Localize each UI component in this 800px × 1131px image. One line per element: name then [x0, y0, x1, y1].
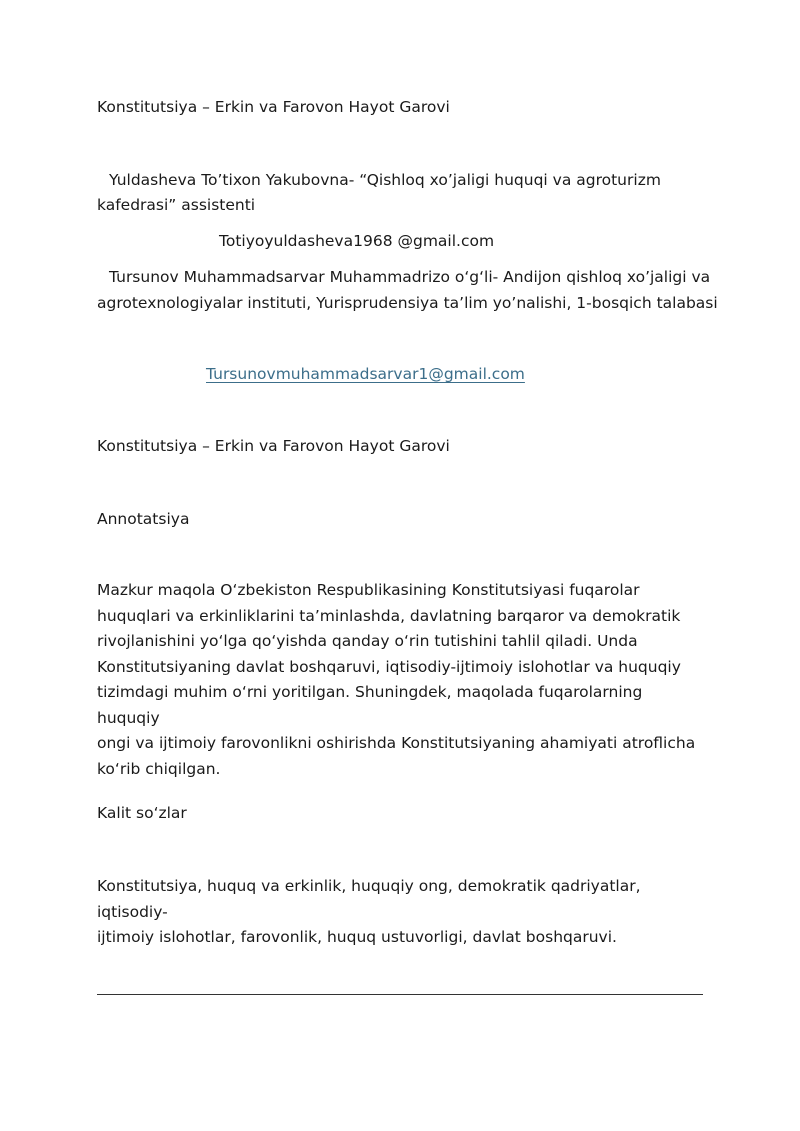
- annotation-line: Mazkur maqola O‘zbekiston Respublikasining Konstitutsiyasi fuqarolar: [97, 581, 640, 599]
- keywords-heading: Kalit so‘zlar: [97, 804, 187, 822]
- document-title-repeat: Konstitutsiya – Erkin va Farovon Hayot Garovi: [97, 437, 450, 455]
- keywords-paragraph: [97, 874, 709, 951]
- author1-affiliation-line2: kafedrasi” assistenti: [97, 196, 256, 214]
- annotation-line: tizimdagi muhim o‘rni yoritilgan. Shuningdek, maqolada fuqarolarning huquqiy: [97, 683, 643, 727]
- annotation-line: ongi va ijtimoiy farovonlikni oshirishda Konstitutsiyaning ahamiyati atroflicha: [97, 734, 696, 752]
- annotation-line: rivojlanishini yo‘lga qo‘yishda qanday o‘rin tutishini tahlil qiladi. Unda: [97, 632, 638, 650]
- annotation-line: ko‘rib chiqilgan.: [97, 759, 221, 778]
- keywords-line: Konstitutsiya, huquq va erkinlik, huquqiy ong, demokratik qadriyatlar, iqtisodiy-: [97, 877, 641, 921]
- annotation-line: huquqlari va erkinliklarini ta’minlashda, davlatning barqaror va demokratik: [97, 606, 681, 625]
- annotation-paragraph: [97, 578, 709, 782]
- keywords-line: ijtimoiy islohotlar, farovonlik, huquq ustuvorligi, davlat boshqaruvi.: [97, 928, 617, 946]
- annotation-heading: Annotatsiya: [97, 510, 190, 528]
- author1-affiliation-line1: Yuldasheva To’tixon Yakubovna- “Qishloq xo’jaligi huquqi va agroturizm: [109, 171, 661, 189]
- author1-email: Totiyoyuldasheva1968 @gmail.com: [219, 232, 495, 250]
- author2-email-link[interactable]: Tursunovmuhammadsarvar1@gmail.com: [206, 365, 525, 383]
- annotation-line: Konstitutsiyaning davlat boshqaruvi, iqtisodiy-ijtimoiy islohotlar va huquqiy: [97, 657, 681, 676]
- author2-affiliation-line1: Tursunov Muhammadsarvar Muhammadrizo o‘g‘li- Andijon qishloq xo’jaligi va: [109, 268, 711, 286]
- footnote-separator-line: [97, 994, 703, 995]
- author2-affiliation-line2: agrotexnologiyalar instituti, Yurisprudensiya ta’lim yo’nalishi, 1-bosqich talabasi: [97, 294, 718, 312]
- document-title: Konstitutsiya – Erkin va Farovon Hayot Garovi: [97, 98, 450, 116]
